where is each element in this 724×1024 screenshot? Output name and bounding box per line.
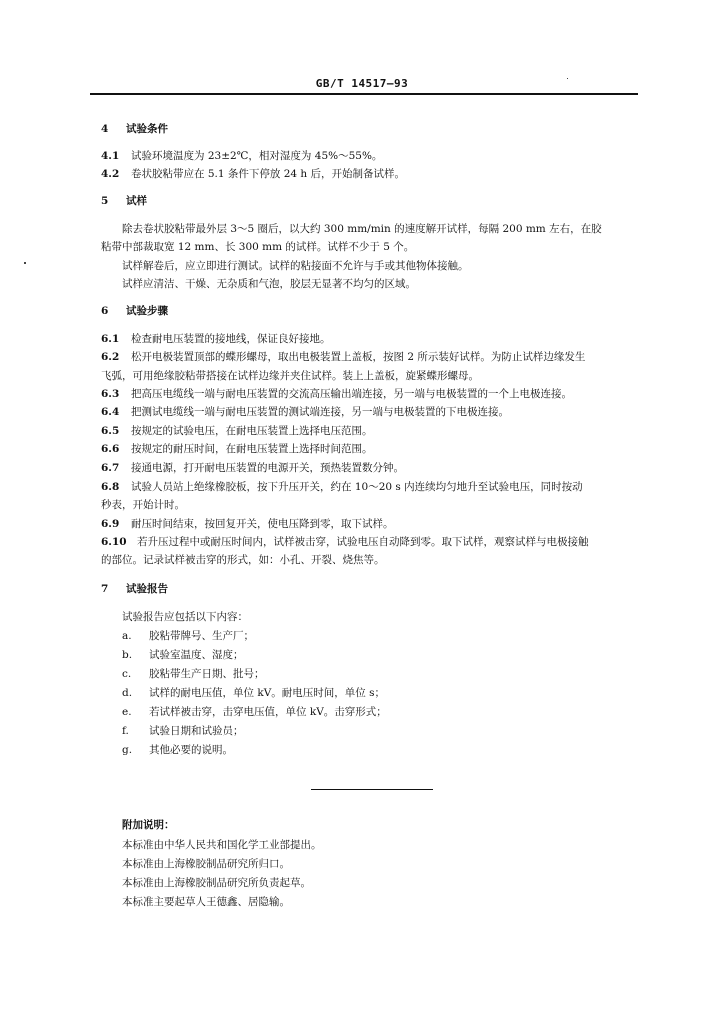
section-7-heading xyxy=(101,582,168,596)
section-separator-rule xyxy=(311,789,433,790)
report-item-text: 试验日期和试验员； xyxy=(149,725,244,737)
section-6-title: 试验步骤 xyxy=(125,305,168,317)
clause-6-3-number: 6.3 xyxy=(101,388,120,400)
notes-title: 附加说明： xyxy=(122,819,175,831)
report-item-text: 试样的耐电压值，单位 kV。耐电压时间，单位 s； xyxy=(149,687,386,699)
report-item xyxy=(122,743,233,757)
clause-6-8 xyxy=(101,480,583,494)
clause-6-2-number: 6.2 xyxy=(101,351,120,363)
clause-6-9 xyxy=(101,517,394,531)
clause-6-2-text-line-1: 松开电极装置顶部的蝶形螺母，取出电极装置上盖板，按图 2 所示装好试样。为防止试样边缘发生 xyxy=(131,351,586,363)
report-item xyxy=(122,724,244,738)
clause-6-10-text-line-2: 的部位。记录试样被击穿的形式，如：小孔、开裂、烧焦等。 xyxy=(101,554,385,566)
clause-6-5-number: 6.5 xyxy=(101,425,120,437)
clause-6-3-text: 把高压电缆线一端与耐电压装置的交流高压输出端连接，另一端与电极装置的一个上电极连接。 xyxy=(131,388,572,400)
section-5-title: 试样 xyxy=(125,195,147,207)
clause-4-2-text: 卷状胶粘带应在 5.1 条件下停放 24 h 后，开始制备试样。 xyxy=(131,168,406,180)
section-7-intro: 试验报告应包括以下内容： xyxy=(122,611,248,623)
clause-6-8-text-line-2: 秒表，开始计时。 xyxy=(101,499,185,511)
clause-6-8-text-line-1: 试验人员站上绝缘橡胶板，按下升压开关，约在 10～20 s 内连续均匀地升至试验电压，同时按动 xyxy=(131,481,583,493)
clause-6-6 xyxy=(101,442,373,456)
report-item-text: 胶粘带牌号、生产厂； xyxy=(149,630,254,642)
report-item xyxy=(122,667,265,681)
report-item-letter: e. xyxy=(122,706,132,718)
clause-4-2 xyxy=(101,167,405,181)
notes-line: 本标准由中华人民共和国化学工业部提出。 xyxy=(122,839,322,851)
report-item-letter: c. xyxy=(122,668,132,680)
report-item-text: 若试样被击穿，击穿电压值，单位 kV。击穿形式； xyxy=(149,706,387,718)
report-item xyxy=(122,629,254,643)
section-5-number: 5 xyxy=(101,195,109,207)
report-item xyxy=(122,705,387,719)
clause-6-8-number: 6.8 xyxy=(101,481,120,493)
section-5-para-3: 试样应清洁、干燥、无杂质和气泡，胶层无显著不均匀的区域。 xyxy=(122,278,416,290)
clause-6-3 xyxy=(101,387,572,401)
header-rule xyxy=(90,93,638,95)
clause-4-1 xyxy=(101,149,382,163)
clause-6-6-number: 6.6 xyxy=(101,443,120,455)
scan-speck xyxy=(24,262,26,264)
section-6-heading xyxy=(101,304,168,318)
clause-6-1 xyxy=(101,332,331,346)
clause-6-4 xyxy=(101,405,509,419)
clause-4-2-number: 4.2 xyxy=(101,168,120,180)
clause-6-6-text: 按规定的耐压时间，在耐电压装置上选择时间范围。 xyxy=(131,443,373,455)
clause-6-4-text: 把测试电缆线一端与耐电压装置的测试端连接，另一端与电极装置的下电极连接。 xyxy=(131,406,509,418)
section-5-para-1-line-1: 除去卷状胶粘带最外层 3～5 圈后，以大约 300 mm/min 的速度解开试样，每隔 200 mm 左右，在胶 xyxy=(122,223,602,235)
section-7-title: 试验报告 xyxy=(125,583,168,595)
scan-speck xyxy=(567,78,568,79)
report-item-letter: a. xyxy=(122,630,132,642)
report-item-letter: d. xyxy=(122,687,133,699)
report-item xyxy=(122,648,244,662)
clause-6-5 xyxy=(101,424,373,438)
clause-6-2 xyxy=(101,350,585,364)
clause-6-10-text-line-1: 若升压过程中或耐压时间内，试样被击穿，试验电压自动降到零。取下试样，观察试样与电极接触 xyxy=(137,536,589,548)
section-4-number: 4 xyxy=(101,123,109,135)
report-item-text: 试验室温度、湿度； xyxy=(149,649,244,661)
report-item-letter: b. xyxy=(122,649,133,661)
report-item-text: 其他必要的说明。 xyxy=(149,744,233,756)
clause-6-5-text: 按规定的试验电压，在耐电压装置上选择电压范围。 xyxy=(131,425,373,437)
report-item-text: 胶粘带生产日期、批号； xyxy=(149,668,265,680)
section-4-heading xyxy=(101,122,168,136)
section-5-para-2: 试样解卷后，应立即进行测试。试样的粘接面不允许与手或其他物体接触。 xyxy=(122,260,469,272)
clause-6-2-text-line-2: 飞弧，可用绝缘胶粘带搭接在试样边缘并夹住试样。装上上盖板，旋紧蝶形螺母。 xyxy=(101,370,479,382)
clause-4-1-number: 4.1 xyxy=(101,150,120,162)
section-7-number: 7 xyxy=(101,583,109,595)
section-6-number: 6 xyxy=(101,305,109,317)
clause-6-9-text: 耐压时间结束，按回复开关，使电压降到零，取下试样。 xyxy=(131,518,394,530)
clause-4-1-text: 试验环境温度为 23±2℃，相对湿度为 45%～55%。 xyxy=(131,150,383,162)
clause-6-4-number: 6.4 xyxy=(101,406,120,418)
clause-6-7-text: 接通电源，打开耐电压装置的电源开关，预热装置数分钟。 xyxy=(131,462,404,474)
section-4-title: 试验条件 xyxy=(125,123,168,135)
notes-line: 本标准由上海橡胶制品研究所负责起草。 xyxy=(122,877,311,889)
section-5-heading xyxy=(101,194,147,208)
clause-6-1-text: 检查耐电压装置的接地线，保证良好接地。 xyxy=(131,333,331,345)
clause-6-10 xyxy=(101,535,589,549)
clause-6-7 xyxy=(101,461,404,475)
standard-code-header: GB/T 14517—93 xyxy=(315,77,409,90)
clause-6-10-number: 6.10 xyxy=(101,536,127,548)
report-item-letter: f. xyxy=(122,725,129,737)
clause-6-1-number: 6.1 xyxy=(101,333,120,345)
section-5-para-1-line-2: 粘带中部裁取宽 12 mm、长 300 mm 的试样。试样不少于 5 个。 xyxy=(101,241,415,253)
clause-6-9-number: 6.9 xyxy=(101,518,120,530)
report-item-letter: g. xyxy=(122,744,133,756)
notes-line: 本标准由上海橡胶制品研究所归口。 xyxy=(122,858,290,870)
notes-line: 本标准主要起草人王德鑫、居隐输。 xyxy=(122,896,290,908)
report-item xyxy=(122,686,385,700)
clause-6-7-number: 6.7 xyxy=(101,462,120,474)
